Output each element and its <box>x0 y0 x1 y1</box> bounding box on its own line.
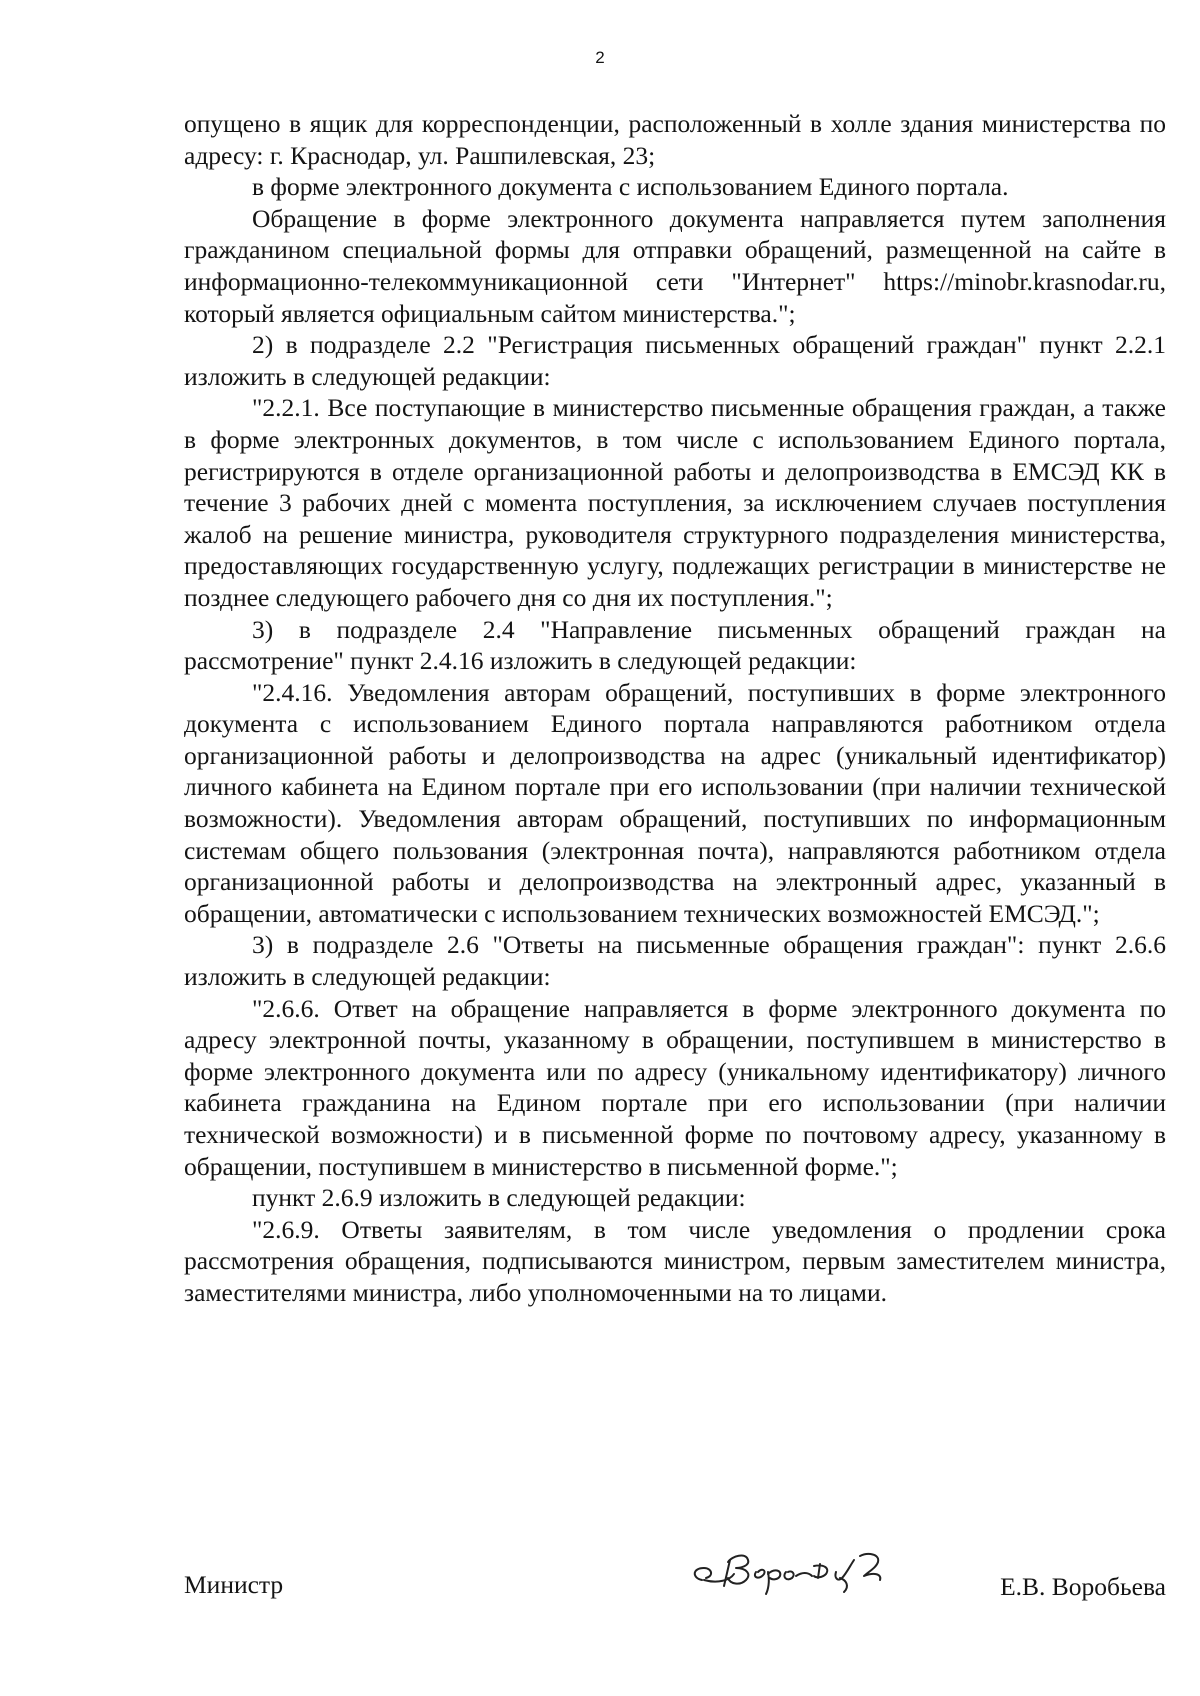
paragraph-amendment-2-2: 2) в подразделе 2.2 "Регистрация письменных обращений граждан" пункт 2.2.1 изложить в следующей редакции: <box>184 330 1166 391</box>
paragraph-amendment-2-6-9: пункт 2.6.9 изложить в следующей редакции: <box>252 1183 746 1213</box>
paragraph-mailbox-address: опущено в ящик для корреспонденции, расположенный в холле здания министерства по адресу: г. Краснодар, ул. Рашпилевская, 23; <box>184 109 1166 170</box>
paragraph-amendment-2-4: 3) в подразделе 2.4 "Направление письменных обращений граждан на рассмотрение" пункт 2.4.16 изложить в следующей редакции: <box>184 614 1166 676</box>
paragraph-online-form: Обращение в форме электронного документа направляется путем заполнения гражданином специальной формы для отправки обращений, размещенной на сайте в информационно-телекоммуникационной сети "Интернет" https://minobr.krasnodar.ru, который является официальным сайтом министерства."; <box>184 203 1166 328</box>
page-number: 2 <box>595 48 605 67</box>
paragraph-clause-2-2-1: "2.2.1. Все поступающие в министерство письменные обращения граждан, а также в форме электронных документов, в том числе с использованием Единого портала, регистрируются в отделе организационной работы и делопроизводства в ЕМСЭД КК в течение 3 рабочих дней с момента поступления, за исключением случаев поступления жалоб на решение министра, руководителя структурного подразделения министерства, предоставляющих государственную услугу, подлежащих регистрации в министерстве не позднее следующего рабочего дня со дня их поступления."; <box>184 393 1166 612</box>
paragraph-amendment-2-6: 3) в подразделе 2.6 "Ответы на письменные обращения граждан": пункт 2.6.6 изложить в следующей редакции: <box>184 930 1166 992</box>
paragraph-clause-2-4-16: "2.4.16. Уведомления авторам обращений, поступивших в форме электронного документа с использованием Единого портала направляются работником отдела организационной работы и делопроизводства на адрес (уникальный идентификатор) личного кабинета на Едином портале при его использовании (при наличии технической возможности). Уведомления авторам обращений, поступивших по информационным системам общего пользования (электронная почта), направляются работником отдела организационной работы и делопроизводства на электронный адрес, указанный в обращении, автоматически с использованием технических возможностей ЕМСЭД."; <box>184 677 1166 928</box>
signature-block <box>184 1550 1166 1610</box>
paragraph-electronic-form: в форме электронного документа с использованием Единого портала. <box>252 172 1009 202</box>
document-body <box>184 108 1166 1309</box>
handwritten-signature-icon <box>684 1542 924 1602</box>
position-title: Министр <box>184 1570 284 1599</box>
paragraph-clause-2-6-6: "2.6.6. Ответ на обращение направляется в форме электронного документа по адресу электронной почты, указанному в обращении, поступившем в министерство в форме электронного документа или по адресу (уникальному идентификатору) личного кабинета гражданина на Едином портале при его использовании (при наличии технической возможности) и в письменной форме по почтовому адресу, указанному в обращении, поступившем в министерство в письменной форме."; <box>184 993 1166 1181</box>
paragraph-clause-2-6-9: "2.6.9. Ответы заявителям, в том числе уведомления о продлении срока рассмотрения обращения, подписываются министром, первым заместителем министра, заместителями министра, либо уполномоченными на то лицами. <box>184 1214 1166 1307</box>
signer-name: Е.В. Воробьева <box>1000 1572 1166 1601</box>
